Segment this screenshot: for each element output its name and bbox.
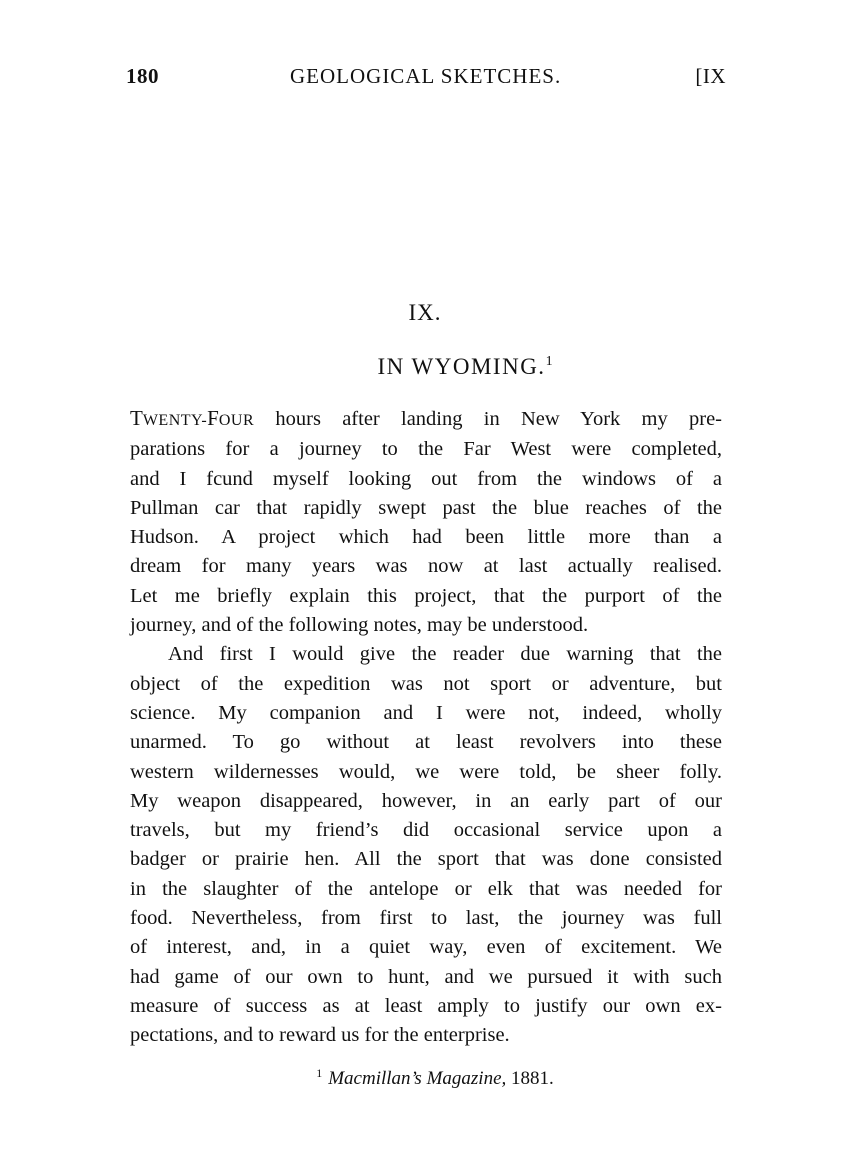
paragraph-2-line: pectations, and to reward us for the enterprise. xyxy=(130,1024,510,1047)
footnote-marker: 1 xyxy=(316,1066,323,1080)
paragraph-2-line: My weapon disappeared, however, in an early part of our xyxy=(130,789,722,812)
body-text xyxy=(130,404,722,1051)
paragraph-2-line: food. Nevertheless, from first to last, the journey was full xyxy=(130,907,722,930)
paragraph-2-line: had game of our own to hunt, and we pursued it with such xyxy=(130,965,722,988)
paragraph-2-line: And first I would give the reader due warning that the xyxy=(168,643,722,666)
paragraph-2-line: in the slaughter of the antelope or elk that was needed for xyxy=(130,877,722,900)
paragraph-2-line: object of the expedition was not sport or adventure, but xyxy=(130,672,722,695)
paragraph-1-line: and I fcund myself looking out from the windows of a xyxy=(130,467,722,490)
paragraph-2-line: travels, but my friend’s did occasional service upon a xyxy=(130,819,722,842)
paragraph-2-line: badger or prairie hen. All the sport that was done consisted xyxy=(130,848,722,871)
chapter-title xyxy=(0,354,850,380)
paragraph-1-line: parations for a journey to the Far West were completed, xyxy=(130,438,722,461)
footnote-year: 1881. xyxy=(506,1068,554,1089)
smallcaps-lead: WENTY- xyxy=(142,412,208,429)
paragraph-2-line: science. My companion and I were not, indeed, wholly xyxy=(130,701,722,724)
chapter-title-text: IN WYOMING. xyxy=(377,354,546,379)
footnote xyxy=(0,1066,850,1090)
chapter-tag: [IX xyxy=(695,64,726,88)
paragraph-1-line: Pullman car that rapidly swept past the blue reaches of the xyxy=(130,496,722,519)
paragraph-1-line: Let me briefly explain this project, that the purport of the xyxy=(130,584,722,607)
page-number: 180 xyxy=(126,64,159,88)
paragraph-1-line-text: hours after landing in New York my pre- xyxy=(254,408,722,430)
footnote-source: Macmillan’s Magazine, xyxy=(328,1068,507,1089)
running-title: GEOLOGICAL SKETCHES. xyxy=(290,64,562,88)
running-head xyxy=(126,58,726,92)
smallcaps-lead: F xyxy=(207,406,219,430)
paragraph-1-line: dream for many years was now at last actually realised. xyxy=(130,555,722,578)
paragraph-2-line: unarmed. To go without at least revolvers into these xyxy=(130,731,722,754)
chapter-number: IX. xyxy=(408,300,442,325)
paragraph-2-line: western wildernesses would, we were told, be sheer folly. xyxy=(130,760,722,783)
paragraph-2-line: measure of success as at least amply to justify our own ex- xyxy=(130,994,722,1017)
footnote-reference: 1 xyxy=(545,354,553,369)
smallcaps-lead: T xyxy=(130,406,143,430)
paragraph-2-line: of interest, and, in a quiet way, even of excitement. We xyxy=(130,936,722,959)
paragraph-1-line: Hudson. A project which had been little more than a xyxy=(130,526,722,549)
paragraph-1-line: journey, and of the following notes, may be understood. xyxy=(130,614,589,637)
smallcaps-lead: OUR xyxy=(218,412,255,429)
paragraph-1-line-1 xyxy=(130,404,722,435)
